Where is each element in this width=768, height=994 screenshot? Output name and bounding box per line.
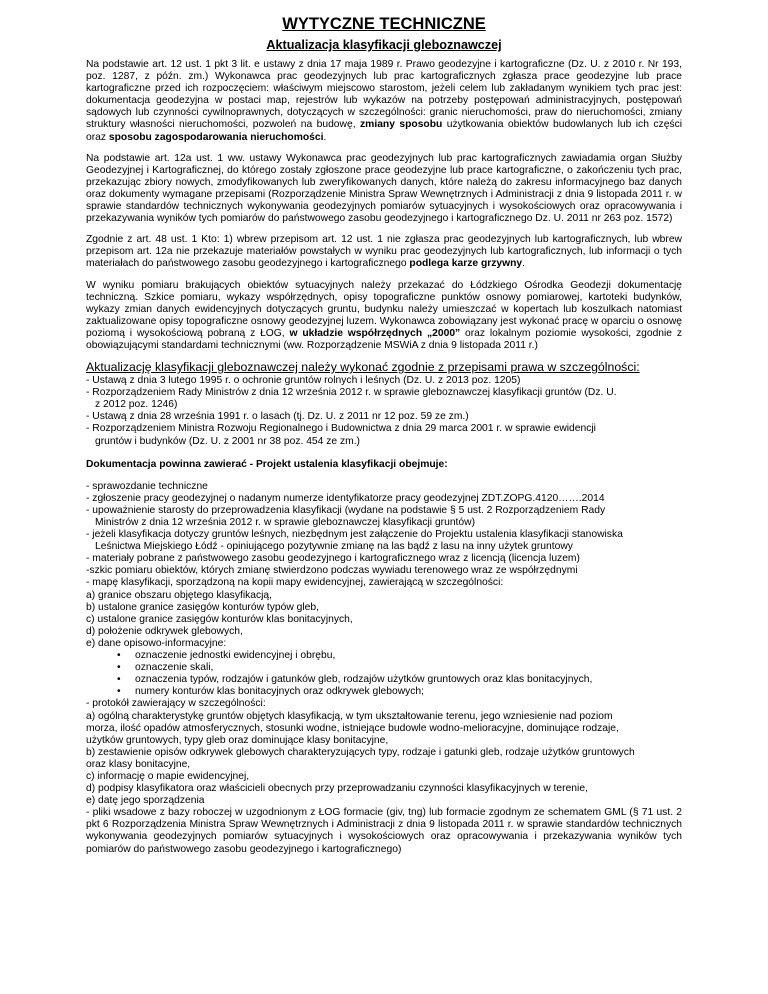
protocol-item: c) informację o mapie ewidencyjnej, [86, 770, 250, 782]
paragraph-text: Na podstawie art. 12 ust. 1 pkt 3 lit. e ustawy z dnia 17 maja 1989 r. Prawo geodezyjne i kartograficzne (Dz. U. z 2010 r. Nr 193, poz. 1287, z późn. zm.) Wykonawca prac geodezyjnych lub prac kartograficznych zgłasza prace geodezyjne lub prace kartograficzne przed ich rozpoczęciem: właściwym miejscowo starostom, jeżeli celem lub zakładanym wynikiem tych prac jest: dokumentacja geodezyjna w postaci map, rejestrów lub wykazów na potrzeby postępowań administracyjnych, postępowań sądowych lub czynności cywilnoprawnych, dotyczących w szczególności: granic nieruchomości, praw do nieruchomości, zmiany struktury własności nieruchomości, pozwoleń na budowę, [86, 59, 682, 131]
paragraph-penalty [86, 234, 682, 270]
map-info-bullets [86, 650, 682, 698]
bullet-item: • numery konturów klas bonitacyjnych oraz odkrywek glebowych; [86, 686, 682, 698]
law-item: - Ustawą z dnia 3 lutego 1995 r. o ochronie gruntów rolnych i leśnych (Dz. U. z 2013 poz. 1205) [86, 375, 521, 387]
paragraph-text: W wyniku pomiaru brakujących obiektów sytuacyjnych należy przekazać do Łódzkiego Ośrodka Geodezji dokumentację techniczną. Szkice pomiaru, wykazy współrzędnych, opisy topograficzne punktów osnowy pomiarowej, kartoteki budynków, wykazy zmian danych ewidencyjnych dotyczących gruntu, budynku należy umieszczać w kopertach lub koszulkach natomiast zaktualizowane opisy topograficzne osnowy geodezyjnej luzem. Wykonawca zobowiązany jest wykonać pracę w oparciu o osnowę poziomą i wysokościową pobraną z ŁOG, [86, 279, 682, 339]
protocol-item: morza, ilość opadów atmosferycznych, stosunki wodne, istniejące budowle wodno-melioracyjne, dominujące rodzaje, [86, 722, 619, 734]
doc-item: Ministrów z dnia 12 września 2012 r. w sprawie gleboznawczej klasyfikacji gruntów) [95, 517, 476, 528]
law-item: z 2012 poz. 1246) [95, 399, 178, 411]
paragraph-legal-basis [86, 59, 682, 144]
documentation-heading [86, 459, 682, 471]
protocol-item: - protokół zawierający w szczególności: [86, 698, 266, 710]
bold-phrase: zmiany sposobu [360, 119, 443, 131]
protocol-item: a) ogólną charakterystykę gruntów objętych klasyfikacją, w tym ukształtowanie terenu, jego wzniesienie nad poziom [86, 710, 613, 722]
documentation-list [86, 481, 682, 856]
protocol-item: użytków gruntowych, typy gleb oraz dominujące klasy bonitacyjne, [86, 734, 389, 746]
paragraph-text: użytkowania obiektów budowlanych lub ich części oraz [86, 119, 683, 143]
laws-list [86, 375, 682, 448]
bullet-item: • oznaczenia typów, rodzajów i gatunków gleb, rodzajów użytków gruntowych oraz klas bonitacyjnych, [86, 674, 682, 686]
page-subtitle: Aktualizacja klasyfikacji gleboznawczej [266, 38, 502, 52]
law-item: gruntów i budynków (Dz. U. z 2001 nr 38 poz. 454 ze zm.) [95, 435, 360, 447]
doc-item: - materiały pobrane z państwowego zasobu geodezyjnego i kartograficznego wraz z licencją (licencja luzem) [86, 553, 580, 565]
paragraph-documentation [86, 280, 682, 353]
doc-item: a) granice obszaru objętego klasyfikacją, [86, 589, 273, 601]
doc-item: b) ustalone granice zasięgów konturów typów gleb, [86, 601, 319, 613]
law-item: - Ustawą z dnia 28 września 1991 r. o lasach (tj. Dz. U. z 2011 nr 12 poz. 59 ze zm.) [86, 411, 469, 423]
bold-phrase: podlega karze grzywny [409, 258, 523, 270]
protocol-item: d) podpisy klasyfikatora oraz właścicieli obecnych przy przeprowadzaniu czynności klasyfikacyjnych w terenie, [86, 783, 588, 795]
doc-item: - mapę klasyfikacji, sporządzoną na kopii mapy ewidencyjnej, zawierającą w szczególności: [86, 577, 504, 589]
bullet-item: • oznaczenie jednostki ewidencyjnej i obrębu, [86, 650, 682, 662]
doc-item: c) ustalone granice zasięgów konturów klas bonitacyjnych, [86, 613, 353, 625]
doc-item: -szkic pomiaru obiektów, których zmianę stwierdzono podczas wywiadu terenowego wraz ze współrzędnymi [86, 565, 578, 577]
law-item: - Rozporządzeniem Rady Ministrów z dnia 12 września 2012 r. w sprawie gleboznawczej klasyfikacji gruntów (Dz. U. [86, 387, 617, 399]
doc-item: d) położenie odkrywek glebowych, [86, 625, 243, 637]
doc-item: - jeżeli klasyfikacja dotyczy gruntów leśnych, niezbędnym jest załączenie do Projektu ustalenia klasyfikacji stanowiska [86, 529, 623, 541]
documentation-heading-text: Dokumentacja powinna zawierać - Projekt ustalenia klasyfikacji obejmuje: [86, 458, 448, 470]
paragraph-text: oraz lokalnym poziomie wysokości, zgodnie z obowiązującymi standardami technicznymi (ww. Rozporządzenie MSWiA z dnia 9 listopada 2011 r.) [86, 327, 683, 351]
bold-phrase: w układzie współrzędnych „2000” [289, 327, 461, 339]
laws-heading: Aktualizację klasyfikacji gleboznawczej należy wykonać zgodnie z przepisami prawa w szczególności: [86, 360, 640, 375]
paragraph-text: . [323, 131, 327, 143]
doc-item: Leśnictwa Miejskiego Łódź - opiniującego pozytywnie zmianę na las bądź z lasu na inny użytek gruntowy [95, 541, 573, 553]
doc-item: - zgłoszenie pracy geodezyjnej o nadanym numerze identyfikatorze pracy geodezyjnej ZDT.ZOPG.4120…….2014 [86, 492, 605, 504]
doc-item: e) dane opisowo-informacyjne: [86, 637, 227, 649]
protocol-item: b) zestawienie opisów odkrywek glebowych charakteryzujących typy, rodzaje i gatunki gleb, rodzaje użytków gruntowych [86, 746, 635, 758]
protocol-item: oraz klasy bonitacyjne, [86, 758, 191, 770]
doc-item: - upoważnienie starosty do przeprowadzenia klasyfikacji (wydane na podstawie § 5 ust. 2 Rozporządzeniem Rady [86, 504, 606, 516]
paragraph-text: Zgodnie z art. 48 ust. 1 Kto: 1) wbrew przepisom art. 12 ust. 1 nie zgłasza prac geodezyjnych lub kartograficznych, lub wbrew przepisom art. 12a nie przekazuje materiałów powstałych w wyniku prac geodezyjnych lub kartograficznych, lub informacji o tych materiałach do państwowego zasobu geodezyjnego i kartograficznego [86, 234, 682, 270]
doc-item: - sprawozdanie techniczne [86, 480, 208, 492]
gml-item: - pliki wsadowe z bazy roboczej w uzgodnionym z ŁOG formacie (giv, tng) lub formacie zgodnym ze schematem GML (§ 71 ust. 2 pkt 6 Rozporządzenia Ministra Spraw Wewnętrznych i Administracji z dnia 9 listopada 2011 r. w sprawie standardów technicznych wykonywania geodezyjnych pomiarów sytuacyjnych i wysokościowych oraz opracowywania i przekazywania wyników tych pomiarów do państwowego zasobu geodezyjnego i kartograficznego) [86, 807, 682, 855]
law-item: - Rozporządzeniem Ministra Rozwoju Regionalnego i Budownictwa z dnia 29 marca 2001 r. w sprawie ewidencji [86, 423, 596, 435]
bullet-item: • oznaczenie skali, [86, 662, 682, 674]
paragraph-text: . [522, 258, 526, 270]
protocol-item: e) datę jego sporządzenia [86, 795, 205, 807]
paragraph-notification: Na podstawie art. 12a ust. 1 ww. ustawy Wykonawca prac geodezyjnych lub prac kartograficznych zawiadamia organ Służby Geodezyjnej i Kartograficznej, do którego zostały zgłoszone prace geodezyjne lub prace kartograficzne, o zakończeniu tych prac, przekazując zbiory nowych, zmodyfikowanych lub zweryfikowanych danych, które należą do zakresu informacyjnego baz danych oraz dokumenty wymagane przepisami (Rozporządzenie Ministra Spraw Wewnętrznych i Administracji z dnia 9 listopada 2011 r. w sprawie standardów technicznych wykonywania geodezyjnych pomiarów sytuacyjnych i wysokościowych oraz opracowywania i przekazywania wyników tych pomiarów do państwowego zasobu geodezyjnego i kartograficznego Dz. U. 2011 nr 263 poz. 1572) [86, 152, 682, 225]
page-title: WYTYCZNE TECHNICZNE [282, 15, 486, 33]
bold-phrase: sposobu zagospodarowania nieruchomości [108, 131, 324, 143]
